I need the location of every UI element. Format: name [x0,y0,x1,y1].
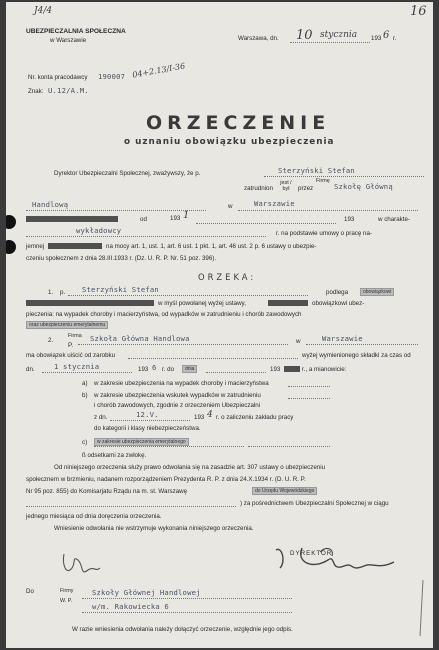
b-text: w zakresie ubezpieczenia wskutek wypadków w zatrudnieniu [94,392,261,399]
p1-podlega: podlega [326,289,349,296]
addr-name: Szkoły Głównej Handlowej [92,588,201,597]
appeal-line-5: jednego miesiąca od dnia doręczenia orzeczenia. [26,513,162,520]
appeal-line-4: ) za pośrednictwem Ubezpieczalni Społecznej w ciągu [240,500,389,507]
p2-stamp: dnia [182,365,197,373]
date-day: 10 [296,28,313,43]
legal-cont: czeniu społecznem z dnia 28.III.1933 r. (Dz. U. R. P. Nr. 51 poz. 396). [26,255,217,262]
p1-label: 1. [48,289,54,296]
in-label: w [228,203,233,210]
legal-text: na mocy art. 1, ust. 1, art. 6 ust. 1 pkt. 1, art. 46 ust. 2 p. 6 ustawy o ubezpie- [106,243,317,250]
date-suffix: r. [393,35,397,42]
p2-year-suffix: 6 [152,363,157,372]
as-label: w charakte- [378,216,410,223]
since-year-suffix: 1 [183,210,190,221]
d-text: ß odsetkami za zwłokę. [82,452,147,459]
city-name: Warszawie [254,199,295,208]
appeal-line-6: Wniesienie odwołania nie wstrzymuje wykonania niniejszego orzeczenia. [54,525,254,532]
firm-name-1: Szkołę Główną [334,182,393,191]
c-label: c) [82,439,88,446]
by-label: przez [298,185,314,192]
p2-year: 193 [138,366,149,373]
p1-line2: w myśl powołanej wyżej ustawy, [158,300,246,307]
p1-line4-stamp: oraz ubezpieczeniu emerytalnemu [26,321,108,329]
p2-tail: r. do [162,366,175,373]
punch-hole-bottom [6,240,16,254]
p2-city: Warszawie [322,334,363,343]
handwritten-initials [58,550,104,580]
role: wykładowcy [76,226,122,235]
p2-firm: Szkoła Główna Handlowa [90,334,190,343]
p2-line2b: wyżej wymienionego składki za czas od [302,352,411,359]
addr-pre: W. P. [60,598,73,604]
p2-tail2: 193 [270,366,281,373]
basis-text: r. na podstawie umowy o pracę na- [276,230,372,237]
corner-number: 16 [410,4,427,19]
addr-street: w/m. Rakowiecka 6 [92,602,169,611]
p1-line2b: obowiązkowi ubez- [312,300,365,307]
employed-label: zatrudnion [244,185,273,192]
date-year-prefix: 193 [371,35,382,42]
account-value: 190007 [98,72,126,81]
document-title: ORZECZENIE [146,112,331,134]
footer-note: W razie wniesienia odwołania należy dołączyć orzeczenie, względnie jego odpis. [72,626,293,633]
p2-w: w [296,338,301,345]
a-label: a) [82,380,88,387]
place-label: Warszawa, dn. [238,35,279,42]
since-year-prefix: 193 [170,215,181,222]
date-year-suffix: 6 [383,30,390,41]
do-label: Do [26,588,34,595]
since-label: od [140,216,147,223]
p1-stamp: obowiązkowi [360,288,394,296]
b-date: 12.V. [136,410,159,419]
top-note: J4/4 [34,6,53,16]
director-signature [272,542,402,578]
margin-note: 04+2.13/I-36 [131,61,186,80]
a-text: w zakresie ubezpieczenia na wypadek choroby i macierzyństwa [94,380,269,387]
intro-text: Dyrektor Ubezpieczalni Społecznej, zważywszy, że p. [54,170,201,177]
redacted-strip-2 [48,243,102,249]
p2-pre: P. [68,342,74,349]
p2-from: dn. [26,366,35,373]
redacted-strip-5 [284,366,300,372]
ref-value: U.12/A.M. [48,86,89,95]
redacted-strip-1 [26,216,118,222]
b-year-suffix: 4 [207,410,213,420]
document-subtitle: o uznaniu obowiązku ubezpieczenia [124,137,335,147]
b-from: z dn. [94,414,108,421]
basis-prefix: 193 [344,216,355,223]
p2-tail3: r., a mianowicie: [302,366,347,373]
appeal-line-2: społecznem w brzmieniu, nadanem rozporządzeniem Prezydenta R. P. z dnia 24.X.1934 r. (D. U. R. P. [26,476,306,483]
appeal-line-3-stamp: do Urzędu Wojewódzkiego [252,487,317,495]
redacted-strip-3 [26,300,154,306]
legal-pre: jemnej [26,243,45,250]
b-tail: r. o zaliczeniu zakładu pracy [216,414,294,421]
institution-name: UBEZPIECZALNIA SPOŁECZNA [26,28,126,35]
director-label: DYREKTOR [290,550,333,557]
p2-day: 1 stycznia [54,362,100,371]
b-tail2: do kategorii i klasy niebezpieczeństwa. [94,425,201,432]
date-month: stycznia [320,30,358,40]
addr-label: Firmy [60,588,74,594]
ref-label: Znak: [28,88,44,95]
p2-firm-label: Firma [68,333,82,339]
redacted-strip-4 [268,300,308,306]
appeal-line-3: Nr 95 poz. 855) do Komisarjatu Rządu na m. st. Warszawę [26,488,188,495]
employed-suffix: jest / był [280,180,292,192]
b-year: 193 [194,414,205,421]
pencil-mark [420,580,424,636]
account-label: Nr. konta pracodawcy [28,74,88,81]
punch-hole-top [6,215,16,229]
p1-pre: p. [60,289,66,296]
p2-label: 2. [48,337,54,344]
orzeka-heading: ORZEKA: [198,272,257,282]
p2-line2: ma obowiązek uiścić od zarobku [26,352,116,359]
person-name: Sterzyński Stefan [278,166,355,175]
firm-name-2: Handlową [32,200,69,209]
appeal-line-1: Od niniejszego orzeczenia służy prawo odwołania się na zasadzie art. 307 ustawy o ubezpieczeniu [54,464,326,471]
p1-name: Sterzyński Stefan [82,285,159,294]
institution-city: w Warszawie [50,37,87,44]
document-page [6,2,433,648]
c-text: w zakresie ubezpieczenia emerytalnego [94,438,189,446]
b-text2: i chorób zawodowych, zgodnie z orzeczeniem Ubezpieczalni [94,402,261,409]
p1-line3: pieczenia: na wypadek choroby i macierzyństwa, od wypadków w zatrudnieniu i chorób zawodowych [26,311,302,318]
firm-label: Firmę [316,178,330,184]
b-label: b) [82,392,88,399]
